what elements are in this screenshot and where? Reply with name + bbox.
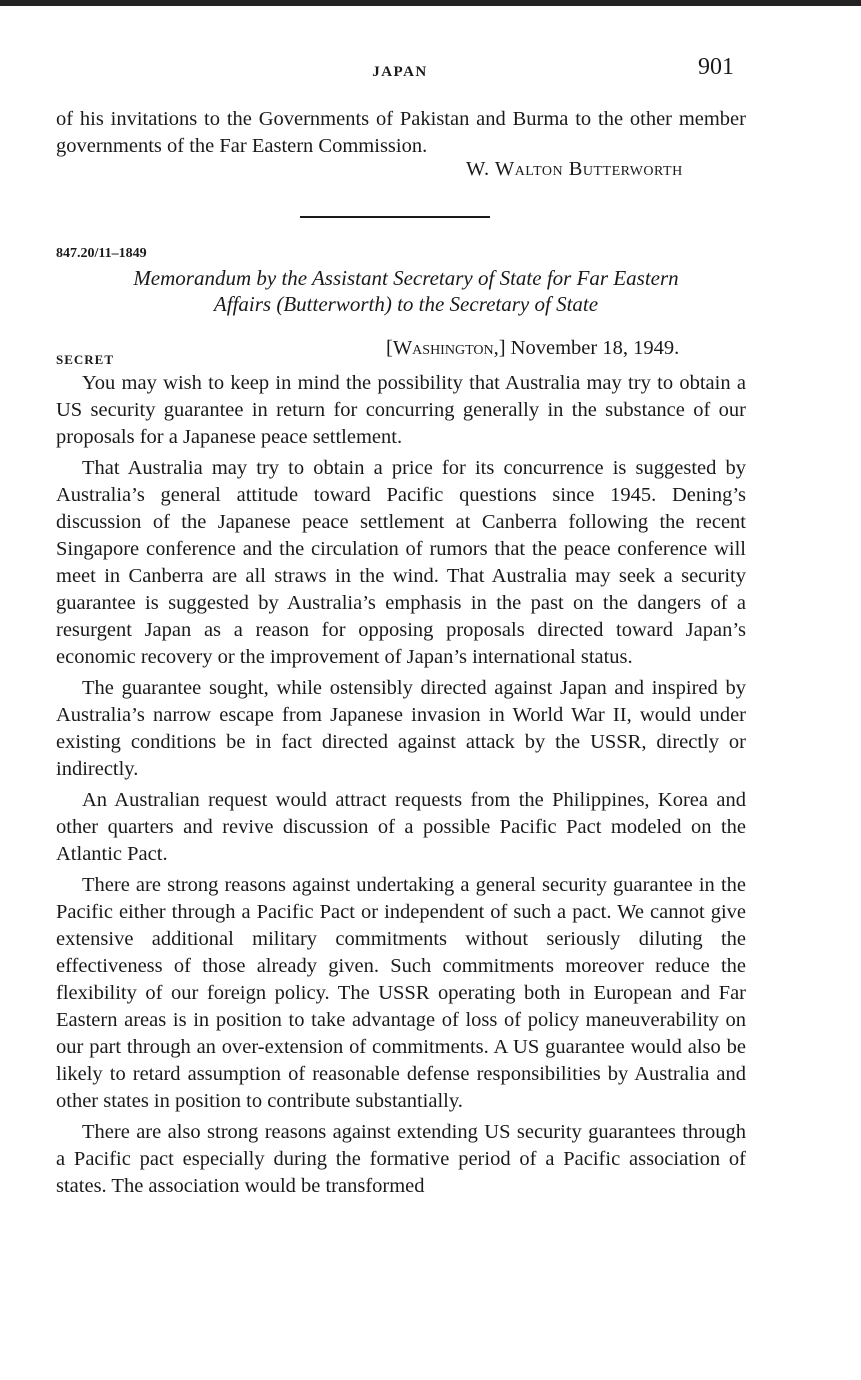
running-header: JAPAN [372, 64, 428, 80]
body-paragraph: There are also strong reasons against extending US security guarantees through a Pacific pact especially during the formative period of a Pacific association of states. The association would be transformed [56, 1121, 746, 1197]
dateline-place: [Washington,] [386, 337, 506, 359]
body-paragraph: You may wish to keep in mind the possibility that Australia may try to obtain a US security guarantee in return for concurring generally in the substance of our proposals for a Japanese peace settlement. [56, 372, 746, 448]
top-border-rule [0, 0, 861, 6]
memo-title-line-1: Memorandum by the Assistant Secretary of State for Far Eastern [133, 266, 679, 290]
continuation-text: of his invitations to the Governments of Pakistan and Burma to the other member governments of the Far Eastern Commission. [56, 108, 746, 157]
memo-title [56, 265, 756, 317]
continuation-block [56, 106, 746, 160]
file-number: 847.20/11–1849 [56, 246, 147, 261]
page-number: 901 [698, 54, 734, 80]
section-divider [300, 216, 490, 218]
memo-title-line-2: Affairs (Butterworth) to the Secretary of State [213, 292, 599, 316]
dateline-date: November 18, 1949. [510, 337, 680, 359]
body-paragraph: An Australian request would attract requests from the Philippines, Korea and other quarters and revive discussion of a possible Pacific Pact modeled on the Atlantic Pact. [56, 789, 746, 865]
body-paragraph: There are strong reasons against undertaking a general security guarantee in the Pacific either through a Pacific Pact or independent of such a pact. We cannot give extensive additional military commitments without seriously diluting the effectiveness of those already given. Such commitments moreover reduce the flexibility of our foreign policy. The USSR operating both in European and Far Eastern areas is in position to take advantage of loss of policy maneuverability on our part through an over-extension of commitments. A US guarantee would also be likely to retard assumption of reasonable defense responsibilities by Australia and other states in position to contribute substantially. [56, 874, 746, 1112]
dateline [386, 337, 679, 360]
signature: W. Walton Butterworth [466, 158, 683, 180]
body-paragraph: The guarantee sought, while ostensibly directed against Japan and inspired by Australia’s narrow escape from Japanese invasion in World War II, would under existing conditions be in fact directed against attack by the USSR, directly or indirectly. [56, 677, 746, 780]
memo-body [56, 370, 746, 1200]
body-paragraph: That Australia may try to obtain a price for its concurrence is suggested by Australia’s general attitude toward Pacific questions since 1945. Dening’s discussion of the Japanese peace settlement at Canberra following the recent Singapore conference and the circulation of rumors that the peace conference will meet in Canberra are all straws in the wind. That Australia may seek a security guarantee is suggested by Australia’s emphasis in the past on the dangers of a resurgent Japan as a reason for opposing proposals directed toward Japan’s economic recovery or the improvement of Japan’s international status. [56, 457, 746, 668]
classification-label: SECRET [56, 352, 115, 367]
